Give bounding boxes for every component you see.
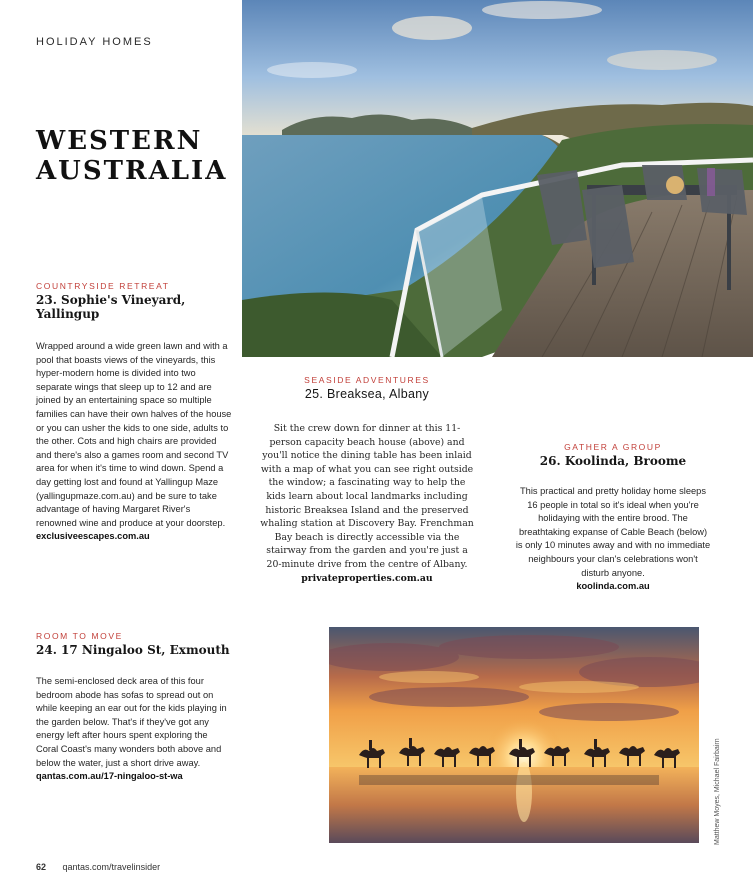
listing-breaksea <box>258 375 476 585</box>
listing-heading: 24. 17 Ningaloo St, Exmouth <box>36 643 230 657</box>
listing-body: Wrapped around a wide green lawn and with a pool that boasts views of the vineyards, this hyper-modern home is divided into two separate wings that sleep up to 12 and are joined by an entertaining space so multiple families can have their own halves of the house or you can usher the kids to one side, adults to the other. Cots and high chairs are provided and there's also a games room and second TV area for when it's time to wind down. Spend a day getting lost and found at Yallingup Maze (yallingupmaze.com.au) and be sure to take advantage of having Margaret River's renowned wine and produce at your doorstep. <box>36 341 232 528</box>
page-footer <box>36 862 160 872</box>
listing-heading: 23. Sophie's Vineyard, Yallingup <box>36 293 186 321</box>
listing-link[interactable]: exclusiveescapes.com.au <box>36 531 150 542</box>
title-line-2: AUSTRALIA <box>36 156 228 186</box>
kicker: COUNTRYSIDE RETREAT <box>36 281 170 291</box>
listing-link[interactable]: privateproperties.com.au <box>301 572 433 584</box>
breaksea-deck-photo <box>242 0 753 357</box>
listing-ningaloo <box>36 631 232 784</box>
page-number: 62 <box>36 862 47 872</box>
photo-credit: Matthew Moyes, Michael Fairbairn <box>714 738 721 845</box>
listing-body: This practical and pretty holiday home sleeps 16 people in total so it's ideal when you're holidaying with the entire brood. The breathtaking expanse of Cable Beach (below) is only 10 minutes away and with no immediate neighbours your clan's celebrations won't disturb anyone. <box>515 486 711 578</box>
title-line-1: WESTERN <box>36 126 203 156</box>
kicker: SEASIDE ADVENTURES <box>304 375 430 385</box>
listing-body: Sit the crew down for dinner at this 11-person capacity beach house (above) and you'll notice the dining table has been inlaid with a map of what you can see right outside the window; a fascinating way to help the kids learn about local landmarks including historic Breaksea Island and the preserved whaling station at Discovery Bay. Frenchman Bay beach is directly accessible via the stairway from the garden and you're just a 20-minute drive from the centre of Albany. <box>260 423 474 570</box>
kicker: GATHER A GROUP <box>564 442 662 452</box>
listing-heading: 26. Koolinda, Broome <box>539 454 687 468</box>
site-url[interactable]: qantas.com/travelinsider <box>62 862 161 872</box>
cable-beach-camels-photo <box>329 627 699 843</box>
listing-sophies-vineyard <box>36 281 232 544</box>
listing-link[interactable]: qantas.com.au/17-ningaloo-st-wa <box>36 771 183 782</box>
listing-koolinda <box>515 442 711 594</box>
page-title <box>36 126 241 186</box>
kicker: ROOM TO MOVE <box>36 631 123 641</box>
section-label: HOLIDAY HOMES <box>36 36 153 48</box>
listing-link[interactable]: koolinda.com.au <box>576 581 650 592</box>
listing-body: The semi-enclosed deck area of this four bedroom abode has sofas to spread out on while keeping an ear out for the kids playing in the garden below. That's if they've got any energy left after hours spent exploring the Coral Coast's many wonders both above and below the water, just a short drive away. <box>36 676 227 768</box>
listing-heading: 25. Breaksea, Albany <box>304 387 430 401</box>
